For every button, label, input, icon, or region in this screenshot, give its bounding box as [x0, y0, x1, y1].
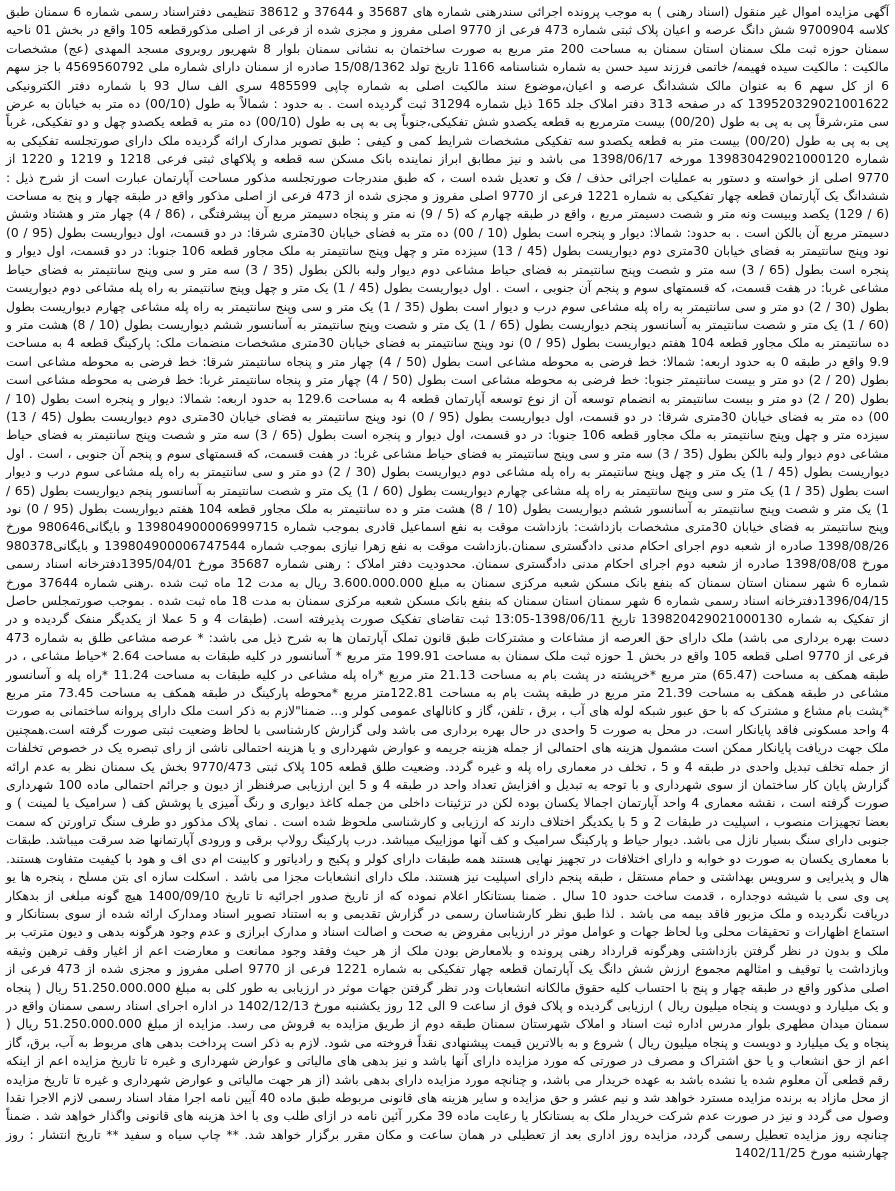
auction-notice-text: آگهی مزایده اموال غیر منقول (اسناد رهنی ) به موجب پرونده اجرائی سندرهنی شماره های 35687 و 37644 و 38612 تنظیمی دفتراسناد رسمی شماره 6 سمنان طبق کلاسه 9700904 شش دانگ عرصه و اعیان پلاک ثبتی شماره 473 فرعی از 9770 اصلی مفروز و مجزی شده از فرعی از اصلی مذکورقطعه 105 واقع در بخش 01 ناحیه سمنان حوزه ثبت ملک سمنان استان سمنان به مساحت 200 متر مربع به صورت ساختمان به نشانی سمنان بلوار 8 شهریور روبروی مسجد المهدی (عج) مشخصات مالکیت : مالکیت سیده فهیمه/ خاتمی فرزند سید حسن به شماره شناسنامه 1166 تاریخ تولد 15/08/1362 صادره از سمنان دارای شماره ملی 4569560792 با جز سهم 6 از کل سهم 6 به عنوان مالک ششدانگ عرصه و اعیان،موضوع سند مالکیت اصلی به شماره چاپی 485599 سری الف سال 93 با شماره دفتر الکترونیکی 139520329021001622 که در صفحه 313 دفتر املاک جلد 165 ذیل شماره 31294 ثبت گردیده است . به حدود : شمالاً به طول (00/10) ده متر به خیابان به عرض سی متر،شرقاً پی به پی به طول (00/20) بیست مترمربع به قطعه یکصدو شش تفکیکی،جنوباً پی به پی به طول (00/10) ده متر به قطعه یکصدو چهل و دو تفکیکی، غرباً پی به پی به طول (00/20) بیست متر به قطعه یکصدو سه تفکیکی مشخصات شرایط کمی و کیفی : طبق تصویر مدارک ارائه گردیده ملک دارای صورتجلسه تفکیکی به شماره 139830429021000120 مورخه 1398/06/17 می باشد و نیز مطابق ابراز نماینده بانک مسکن سه قطعه و پلاکهای ثبتی فرعی 1218 و 1219 و 1220 از 9770 اصلی از خواسته و دستور به عملیات اجرائی حذف / فک و تعدیل شده است ، که طبق مندرجات صورتجلسه مذکور مساحت آپارتمان عبارت است از شرح ذیل : ششدانگ یک آپارتمان قطعه چهار تفکیکی به شماره 1221 فرعی از 9770 اصلی مفروز و مجزی شده از 473 فرعی از اصلی مذکور واقع در طبقه چهار و پنج به مساحت (6 / 129) یکصد وبیست ونه متر و شصت دسیمتر مربع ، واقع در طبقه چهارم که (5 / 9) نه متر و پنجاه دسیمتر مربع آن پیشرفتگی ، (86 / 4) چهار متر و هشتاد وشش دسیمتر مربع آن بالکن است . به حدود: شمالا: دیوار و پنجره است بطول (10 / 00) ده متر به فضای خیابان 30متری شرقا: در دو قسمت، اول دیواریست بطول (95 / 0) نود وپنج سانتیمتر به فضای خیابان 30متری دوم دیواریست بطول (45 / 13) سیزده متر و چهل وپنج سانتیمتر به ملک مجاور قطعه 106 جنوبا: در دو قسمت، اول دیوار و پنجره است بطول (65 / 3) سه متر و شصت وپنج سانتیمتر به فضای حیاط مشاعی دوم دیوار ولبه بالکن بطول (35 / 3) سه متر و سی وپنج سانتیمتر به فضای حیاط مشاعی غربا: در هفت قسمت، که قسمتهای سوم و پنجم آن جنوبی ، است . اول دیواریست بطول (45 / 1) یک متر و چهل وپنج سانتیمتر به راه پله مشاعی دوم دیواریست بطول (30 / 2) دو متر و سی سانتیمتر به راه پله مشاعی سوم درب و دیوار است بطول (35 / 1) یک متر و سی وپنج سانتیمتر به راه پله مشاعی چهارم دیواریست بطول (60 / 1) یک متر و شصت سانتیمتر به آسانسور پنجم دیواریست بطول (65 / 1) یک متر و شصت وپنج سانتیمتر به آسانسور ششم دیواریست بطول (10 / 8) هشت متر و ده سانتیمتر به ملک مجاور قطعه 104 هفتم دیواریست بطول (95 / 0) نود وپنج سانتیمتر به فضای خیابان 30متری مشخصات منضمات ملک: پارکینگ قطعه 4 به مساحت 9.9 واقع در طبقه 0 به حدود اربعه: شمالا: خط فرضی به محوطه مشاعی است بطول (50 / 4) چهار متر و پنجاه سانتیمتر شرقا: خط فرضی به محوطه مشاعی است بطول (20 / 2) دو متر و بیست سانتیمتر جنوبا: خط فرضی به محوطه مشاعی است بطول (50 / 4) چهار متر و پنجاه سانتیمتر غربا: خط فرضی به محوطه مشاعی است بطول (20 / 2) دو متر و بیست سانتیمتر به انضمام توسعه آن از نوع توسعه آپارتمان قطعه 4 به مساحت 129.6 به حدود اربعه: شمالا: دیوار و پنجره است بطول (10 / 00) ده متر به فضای خیابان 30متری شرقا: در دو قسمت، اول دیواریست بطول (95 / 0) نود وپنج سانتیمتر به فضای خیابان 30متری دوم دیواریست بطول (45 / 13) سیزده متر و چهل وپنج سانتیمتر به ملک مجاور قطعه 106 جنوبا: در دو قسمت، اول دیوار و پنجره است بطول (65 / 3) سه متر و شصت وپنج سانتیمتر به فضای حیاط مشاعی دوم دیوار ولبه بالکن بطول (35 / 3) سه متر و سی وپنج سانتیمتر به فضای حیاط مشاعی غربا: در هفت قسمت، که قسمتهای سوم و پنجم آن جنوبی ، است . اول دیواریست بطول (45 / 1) یک متر و چهل وپنج سانتیمتر به راه پله مشاعی دوم دیواریست بطول (30 / 2) دو متر و سی سانتیمتر به راه پله مشاعی سوم درب و دیوار است بطول (35 / 1) یک متر و سی وپنج سانتیمتر به راه پله مشاعی چهارم دیواریست بطول (60 / 1) یک متر و شصت سانتیمتر به آسانسور پنجم دیواریست بطول (65 / 1) یک متر و شصت وپنج سانتیمتر به آسانسور ششم دیواریست بطول (10 / 8) هشت متر و ده سانتیمتر به ملک مجاور قطعه 104 هفتم دیواریست بطول (95 / 0) نود وپنج سانتیمتر به فضای خیابان 30متری مشخصات بازداشت: بازداشت موقت به نفع اسماعیل قادری بموجب شماره 139804900006999715 و بایگانی980646 مورخ 1398/08/26 صادره از شعبه دوم اجرای احکام مدنی دادگستری سمنان.بازداشت موقت به نفع زهرا نیازی بموجب شماره 139804900006747544 و بایگانی980378 مورخ 1398/08/08 صادره از شعبه دوم اجرای احکام مدنی دادگستری سمنان. محدودیت دفتر املاک : رهنی شماره 35687 مورخ 1395/04/01دفترخانه اسناد رسمی شماره 6 شهر سمنان استان سمنان که بنفع بانک مسکن شعبه مرکزی سمنان به مبلغ 3.600.000.000 ریال به مدت 12 ماه ثبت شده .رهنی شماره 37644 مورخ 1396/04/15دفترخانه اسناد رسمی شماره 6 شهر سمنان استان سمنان که بنفع بانک مسکن شعبه مرکزی سمنان به مدت 18 ماه ثبت شده . بموجب صورتمجلس حاصل از تفکیک به شماره 139820429021000130 تاریخ 1398/06/11-13:05 ثبت تقاضای تفکیک صورت پذیرفته است. (طبقات 4 و 5 عملا از یکدیگر منفک گردیده و در دست بهره برداری می باشد) ملک دارای حق العرصه از مشاعات و مشترکات طبق قانون تملک آپارتمان ها به شرح ذیل می باشد: * عرصه مشاعی طلق به شماره 473 فرعی از 9770 اصلی قطعه 105 واقع در بخش 1 حوزه ثبت ملک سمنان به مساحت 199.91 متر مربع * آسانسور در کلیه طبقات به مساحت 2.64 *حیاط مشاعی ، در طبقه همکف به مساحت (65.47) متر مربع *خرپشته در پشت بام به مساحت 21.13 متر مربع *راه پله مشاعی در کلیه طبقات به مساحت 11.24 *راه پله و آسانسور مشاعی در طبقه همکف به مساحت 21.39 متر مربع در طبقه پشت بام به مساحت 122.81متر مربع *محوطه پارکینگ در طبقه همکف به مساحت 73.45 متر مربع *پشت بام مشاع و مشترک که با حق عبور شبکه لوله های آب ، برق ، تلفن، گاز و کانالهای عمومی کولر و... ضمنا"لازم به ذکر است ملک دارای پروانه ساختمانی به صورت 4 واحد مسکونی فاقد پایانکار است. در محل به صورت 5 واحدی در حال بهره برداری می باشد ولی گزارش کارشناسی با لحاظ وضعیت ثبتی صورت گرفته است.همچنین ملک جهت دریافت پایانکار ممکن است مشمول هزینه های احتمالی از جمله هزینه جریمه و عوارض شهرداری و یا هزینه احتمالی ناشی از رای تبصره یک در خصوص تخلفات از جمله تخلف تبدیل واحدی در طبقه 4 و 5 ، تخلف در معماری راه پله و غیره گردد. وضعیت طلق قطعه 105 پلاک ثبتی 9770/473 بخش یک سمنان نظر به عدم ارائه گزارش پایان کار ساختمان از سوی شهرداری و با توجه به تبدیل و افزایش تعداد واحد در طبقه 4 و 5 این ارزیابی صرفنظر از دیون و جرائم احتمالی ماده 100 شهرداری صورت گرفته است ، نقشه معماری 4 واحد آپارتمان اجمالا یکسان بوده لکن در تزئینات داخلی من جمله کاغذ دیواری و رنگ آمیزی یا پوشش کف ( سرامیک یا لمینت ) و بعضا تجهیزات منصوب ، اسپلیت در طبقات 2 و 5 با یکدیگر اختلاف دارند که ارزیابی و کارشناسی ملحوظ شده است . نمای پلاک مذکور دو طرف سنگ تراورتن که سمت جنوبی دارای سنگ بسیار نازل می باشد. دیوار حیاط و پارکینگ سرامیک و کف آنها موزاییک میباشد. درب پارکینگ رولاپ برقی و ورودی آپارتمانها ضد سرقت میباشد. طبقات با معماری یکسان به صورت دو خوابه و دارای اختلافات در تجهیز نهایی هستند همه طبقات دارای کولر و پکیج و رادیاتور و کابینت ام دی اف و هود با کیفیت متفاوت هستند. هال و پذیرایی و سرویس بهداشتی و حمام مستقل ، طبقه پنجم دارای اسپلیت نیز هستند. ملک دارای انشعابات مجزا می باشد . اسکلت سازه ای بتن مسلح ، پنجره ها یو پی وی سی با شیشه دوجداره ، قدمت ساخت حدود 10 سال . ضمنا بستانکار اعلام نموده که از تاریخ صدور اجرائیه تا تاریخ 1400/09/10 هیچ گونه مبلغی از بدهکار دریافت نگردیده و ملک مزبور فاقد بیمه می باشد . لذا طبق نظر کارشناسان رسمی در گزارش تقدیمی و به استناد تصویر اسناد ومدارک ارائه شده از سوی بستانکار و استماع اظهارات و تحقیقات محلی وبا لحاظ جهات و عوامل موثر در ارزیابی مفروض به صحت و اصالت اسناد و مدارک ابرازی و عدم وجود هرگونه بدهی و دیون مترتب بر ملک و بدون در نظر گرفتن بازداشتی وهرگونه قرارداد رهنی پرونده و بلامعارض بودن ملک از هر حیث وفقد وجود ممانعت و معارضت اعم از اغیار وقف ترهین وثیقه وبازداشت یا توقیف و امثالهم مجموع ارزش شش دانگ یک آپارتمان قطعه چهار تفکیکی به شماره 1221 فرعی از 9770 اصلی مفروز و مجزی شده از 473 فرعی از اصلی مذکور واقع در طبقه چهار و پنج با احتساب کلیه حقوق مالکانه انشعابات ودر نظر گرفتن جهات موثر در ارزیابی به طور کلی به مبلغ 51.250.000.000 ریال ( پنجاه و یک میلیارد و دویست و پنجاه میلیون ریال ) ارزیابی گردیده و پلاک فوق از ساعت 9 الی 12 روز یکشنبه مورخ 1402/12/13 در اداره اجرای اسناد رسمی سمنان واقع در سمنان میدان مطهری بلوار مدرس اداره ثبت اسناد و املاک شهرستان سمنان طبقه دوم از طریق مزایده به فروش می رسد. مزایده از مبلغ 51.250.000.000 ریال ( پنجاه و یک میلیارد و دویست و پنجاه میلیون ریال ) شروع و به بالاترین قیمت پیشنهادی نقداً فروخته می شود. لازم به ذکر است پرداخت بدهی های مربوط به آب، برق، گاز اعم از حق انشعاب و یا حق اشتراک و مصرف در صورتی که مورد مزایده دارای آنها باشد و نیز بدهی های مالیاتی و عوارض شهرداری و غیره تا تاریخ مزایده اعم از اینکه رقم قطعی آن معلوم شده یا نشده باشد به عهده خریدار می باشد، و چنانچه مورد مزایده دارای بدهی باشد (از هر جهت مالیاتی و عوارض شهرداری و غیره تا تاریخ مزایده از محل مازاد به برنده مزایده مسترد خواهد شد و نیم عشر و حق مزایده و سایر هزینه های قانونی مربوطه طبق ماده 40 آیین نامه اجرا مفاد اسناد رسمی لازم الاجرا نقدا وصول می گردد و نیز در صورت عدم شرکت خریدار ملک به بستانکار یا رعایت ماده 39 مکرر آئین نامه در ازای طلب وی با اخذ هزینه های قانونی واگذار خواهد شد . ضمناً چنانچه روز مزایده تعطیل رسمی گردد، مزایده روز اداری بعد از تعطیلی در همان ساعت و مکان مقرر برگزار خواهد شد. ** چاپ سیاه و سفید ** تاریخ انتشار : روز چهارشنبه مورخ 1402/11/25	[6, 5, 890, 1161]
